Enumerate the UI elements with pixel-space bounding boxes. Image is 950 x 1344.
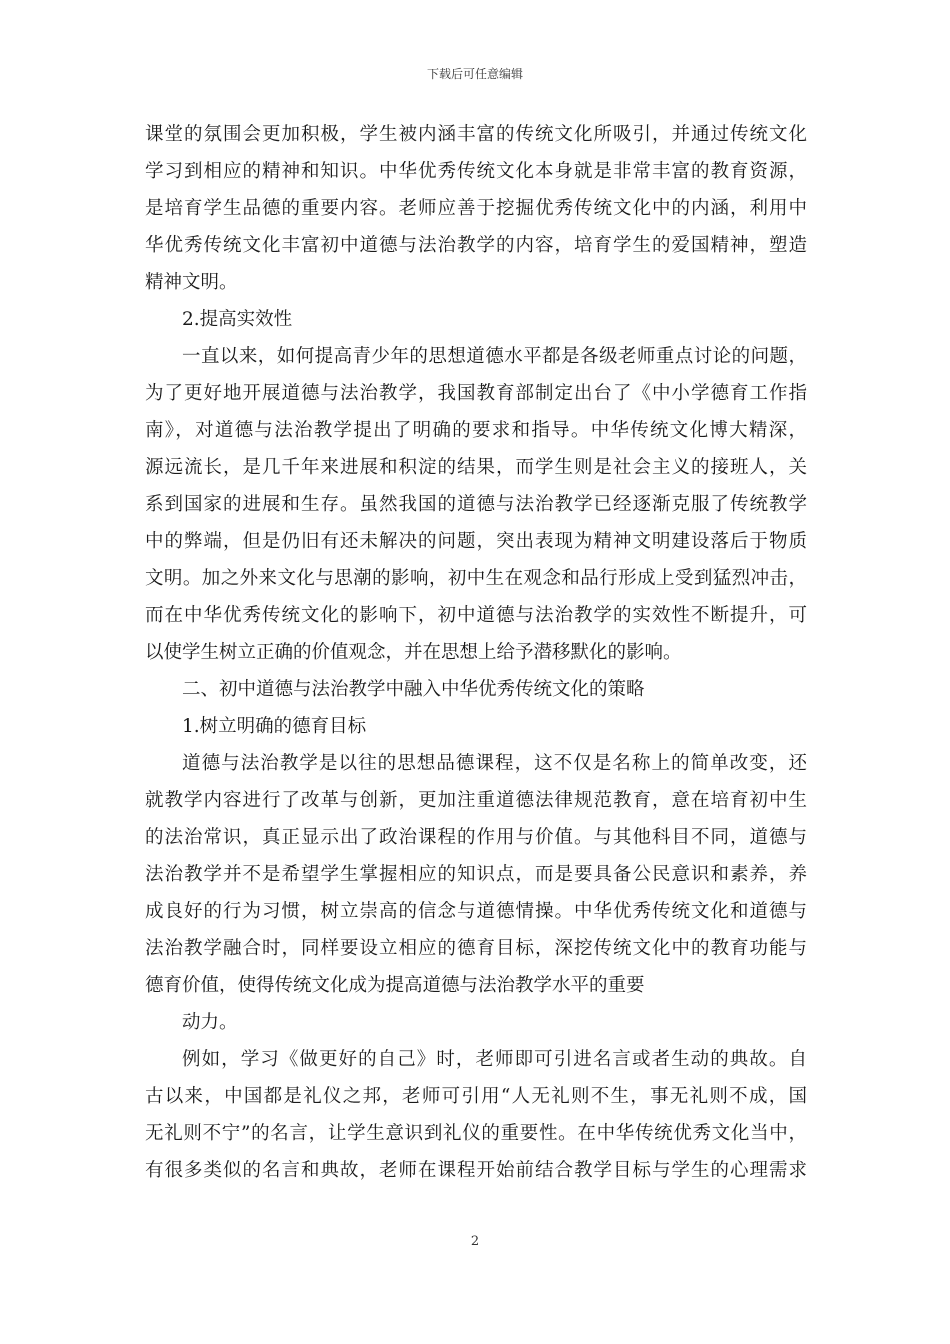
text-line: 课堂的氛围会更加积极，学生被内涵丰富的传统文化所吸引，并通过传统文化 xyxy=(145,124,807,145)
text-line: 中的弊端，但是仍旧有还未解决的问题，突出表现为精神文明建设落后于物质 xyxy=(145,531,807,552)
text-line: 法治教学融合时，同样要设立相应的德育目标，深挖传统文化中的教育功能与 xyxy=(145,938,807,959)
text-line: 古以来，中国都是礼仪之邦，老师可引用“人无礼则不生，事无礼则不成，国 xyxy=(145,1086,807,1107)
text-line: 而在中华优秀传统文化的影响下，初中道德与法治教学的实效性不断提升，可 xyxy=(145,605,807,626)
text-line: 例如，学习《做更好的自己》时，老师即可引进名言或者生动的典故。自 xyxy=(182,1049,807,1070)
text-line: 以使学生树立正确的价值观念，并在思想上给予潜移默化的影响。 xyxy=(145,642,682,663)
text-line: 2.提高实效性 xyxy=(182,309,293,330)
text-line: 德育价值，使得传统文化成为提高道德与法治教学水平的重要 xyxy=(145,975,645,996)
page-number: 2 xyxy=(470,1234,480,1249)
document-body xyxy=(145,116,807,1189)
text-line: 南》，对道德与法治教学提出了明确的要求和指导。中华传统文化博大精深， xyxy=(145,420,807,441)
text-line: 是培育学生品德的重要内容。老师应善于挖掘优秀传统文化中的内涵，利用中 xyxy=(145,198,807,219)
text-line: 1.树立明确的德育目标 xyxy=(182,716,367,737)
text-line: 精神文明。 xyxy=(145,272,238,293)
text-line: 为了更好地开展道德与法治教学，我国教育部制定出台了《中小学德育工作指 xyxy=(145,383,807,404)
text-line: 无礼则不宁”的名言，让学生意识到礼仪的重要性。在中华传统优秀文化当中， xyxy=(145,1123,807,1144)
text-line: 成良好的行为习惯，树立崇高的信念与道德情操。中华优秀传统文化和道德与 xyxy=(145,901,807,922)
text-line: 的法治常识，真正显示出了政治课程的作用与价值。与其他科目不同，道德与 xyxy=(145,827,807,848)
text-line: 系到国家的进展和生存。虽然我国的道德与法治教学已经逐渐克服了传统教学 xyxy=(145,494,807,515)
text-line: 一直以来，如何提高青少年的思想道德水平都是各级老师重点讨论的问题， xyxy=(182,346,807,367)
text-line: 二、初中道德与法治教学中融入中华优秀传统文化的策略 xyxy=(182,679,645,700)
page-header: 下载后可任意编辑 xyxy=(426,67,523,81)
text-line: 就教学内容进行了改革与创新，更加注重道德法律规范教育，意在培育初中生 xyxy=(145,790,807,811)
text-line: 源远流长，是几千年来进展和积淀的结果，而学生则是社会主义的接班人，关 xyxy=(145,457,807,478)
text-line: 有很多类似的名言和典故，老师在课程开始前结合教学目标与学生的心理需求 xyxy=(145,1160,807,1181)
text-line: 学习到相应的精神和知识。中华优秀传统文化本身就是非常丰富的教育资源， xyxy=(145,161,807,182)
text-line: 文明。加之外来文化与思潮的影响，初中生在观念和品行形成上受到猛烈冲击， xyxy=(145,568,807,589)
text-line: 华优秀传统文化丰富初中道德与法治教学的内容，培育学生的爱国精神，塑造 xyxy=(145,235,807,256)
text-line: 道德与法治教学是以往的思想品德课程，这不仅是名称上的简单改变，还 xyxy=(182,753,807,774)
text-line: 动力。 xyxy=(182,1012,238,1033)
text-line: 法治教学并不是希望学生掌握相应的知识点，而是要具备公民意识和素养，养 xyxy=(145,864,807,885)
